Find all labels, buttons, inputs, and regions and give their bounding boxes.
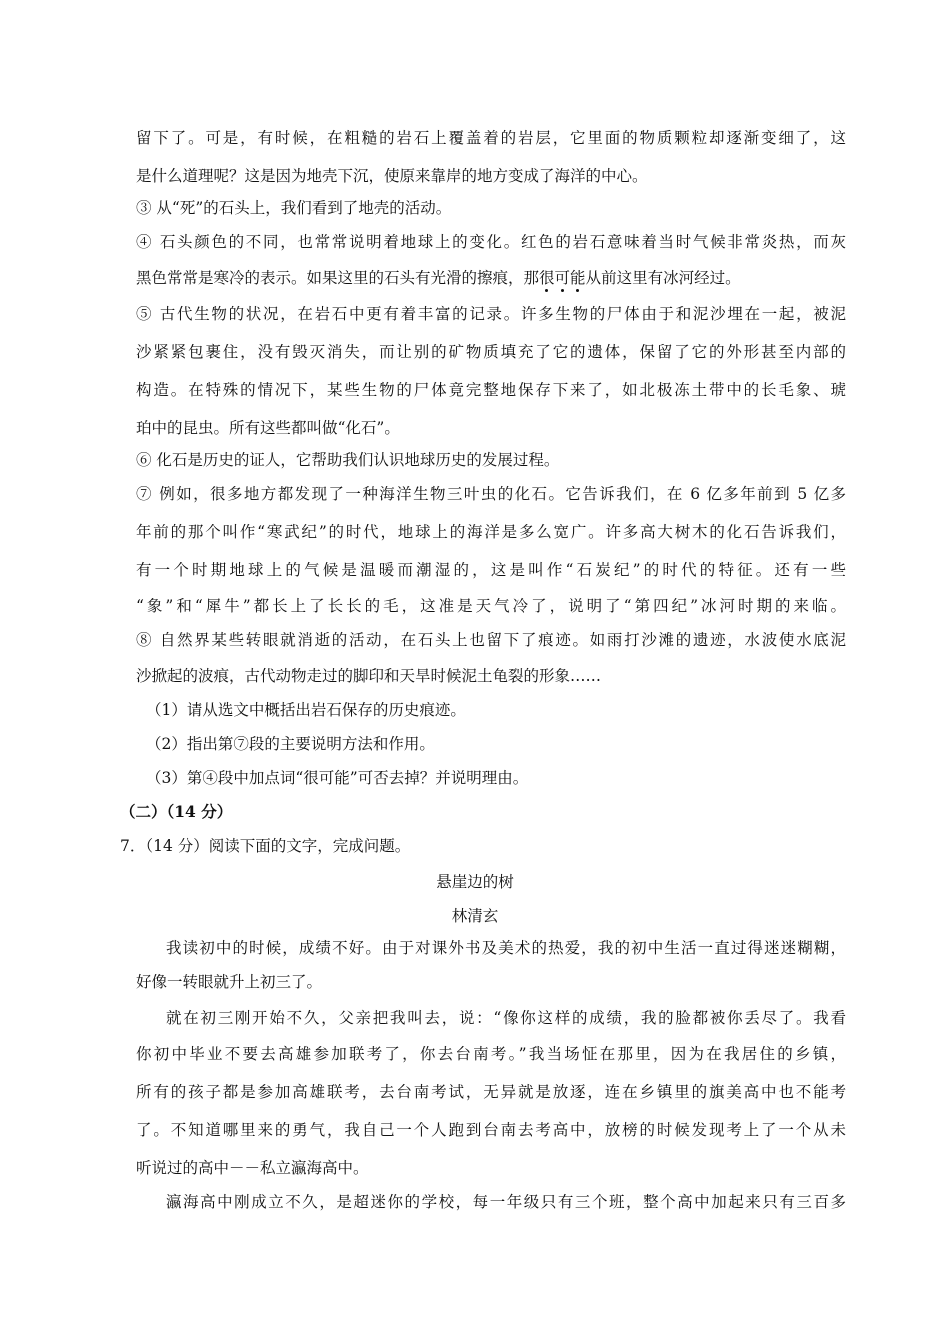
passage-line: 是什么道理呢？这是因为地壳下沉，使原来靠岸的地方变成了海洋的中心。 <box>136 167 648 185</box>
article-line: 我读初中的时候，成绩不好。由于对课外书及美术的热爱，我的初中生活一直过得迷迷糊糊， <box>166 939 846 957</box>
passage-text: 从前这里有冰河经过。 <box>585 269 741 287</box>
paragraph-3: ③ 从“死”的石头上，我们看到了地壳的活动。 <box>136 199 452 217</box>
dotted-char: 能 <box>570 269 586 287</box>
article-line: 瀛海高中刚成立不久，是超迷你的学校，每一年级只有三个班，整个高中加起来只有三百多 <box>166 1193 846 1211</box>
paragraph-4: ④ 石头颜色的不同，也常常说明着地球上的变化。红色的岩石意味着当时气候非常炎热，而灰 <box>136 233 846 251</box>
passage-text: 黑色常常是寒冷的表示。如果这里的石头有光滑的擦痕，那 <box>136 269 540 287</box>
passage-line: 构造。在特殊的情况下，某些生物的尸体竟完整地保存下来了，如北极冻土带中的长毛象、琥 <box>136 381 846 399</box>
question-1: （1）请从选文中概括出岩石保存的历史痕迹。 <box>146 701 466 719</box>
article-line: 听说过的高中－－私立瀛海高中。 <box>136 1159 369 1177</box>
article-title: 悬崖边的树 <box>436 873 514 891</box>
question-item-7: 7．（14 分）阅读下面的文字，完成问题。 <box>120 837 411 855</box>
passage-line <box>136 268 846 288</box>
question-3: （3）第④段中加点词“很可能”可否去掉？并说明理由。 <box>146 769 529 787</box>
dotted-char: 可 <box>554 269 571 287</box>
passage-line: 有一个时期地球上的气候是温暖而潮湿的，这是叫作“石炭纪”的时代的特征。还有一些 <box>136 561 846 579</box>
passage-line: 年前的那个叫作“寒武纪”的时代，地球上的海洋是多么宽广。许多高大树木的化石告诉我们， <box>136 523 846 541</box>
paragraph-6: ⑥ 化石是历史的证人，它帮助我们认识地球历史的发展过程。 <box>136 451 560 469</box>
passage-line: “象”和“犀牛”都长上了长长的毛，这准是天气冷了，说明了“第四纪”冰河时期的来临。 <box>136 597 846 615</box>
question-2: （2）指出第⑦段的主要说明方法和作用。 <box>146 735 435 753</box>
paragraph-8: ⑧ 自然界某些转眼就消逝的活动，在石头上也留下了痕迹。如雨打沙滩的遗迹，水波使水底泥 <box>136 631 846 649</box>
passage-line: 留下了。可是，有时候，在粗糙的岩石上覆盖着的岩层，它里面的物质颗粒却逐渐变细了，这 <box>136 129 846 147</box>
passage-line: 珀中的昆虫。所有这些都叫做“化石”。 <box>136 419 400 437</box>
paragraph-7: ⑦ 例如，很多地方都发现了一种海洋生物三叶虫的化石。它告诉我们，在 6 亿多年前到 5 亿多 <box>136 485 846 503</box>
article-author: 林清玄 <box>451 907 499 925</box>
section-heading: （二）（14 分） <box>120 802 233 821</box>
article-line: 你初中毕业不要去高雄参加联考了，你去台南考。”我当场怔在那里，因为在我居住的乡镇， <box>136 1045 846 1063</box>
passage-line: 沙掀起的波痕，古代动物走过的脚印和天旱时候泥土龟裂的形象…… <box>136 667 602 685</box>
article-line: 了。不知道哪里来的勇气，我自己一个人跑到台南去考高中，放榜的时候发现考上了一个从未 <box>136 1121 846 1139</box>
article-line: 就在初三刚开始不久，父亲把我叫去，说：“像你这样的成绩，我的脸都被你丢尽了。我看 <box>166 1009 846 1027</box>
article-line: 所有的孩子都是参加高雄联考，去台南考试，无异就是放逐，连在乡镇里的旗美高中也不能考 <box>136 1083 846 1101</box>
paragraph-5: ⑤ 古代生物的状况，在岩石中更有着丰富的记录。许多生物的尸体由于和泥沙埋在一起，被泥 <box>136 305 846 323</box>
dotted-char: 很 <box>539 269 555 287</box>
passage-line: 沙紧紧包裹住，没有毁灭消失，而让别的矿物质填充了它的遗体，保留了它的外形甚至内部的 <box>136 343 846 361</box>
article-line: 好像一转眼就升上初三了。 <box>136 973 323 991</box>
